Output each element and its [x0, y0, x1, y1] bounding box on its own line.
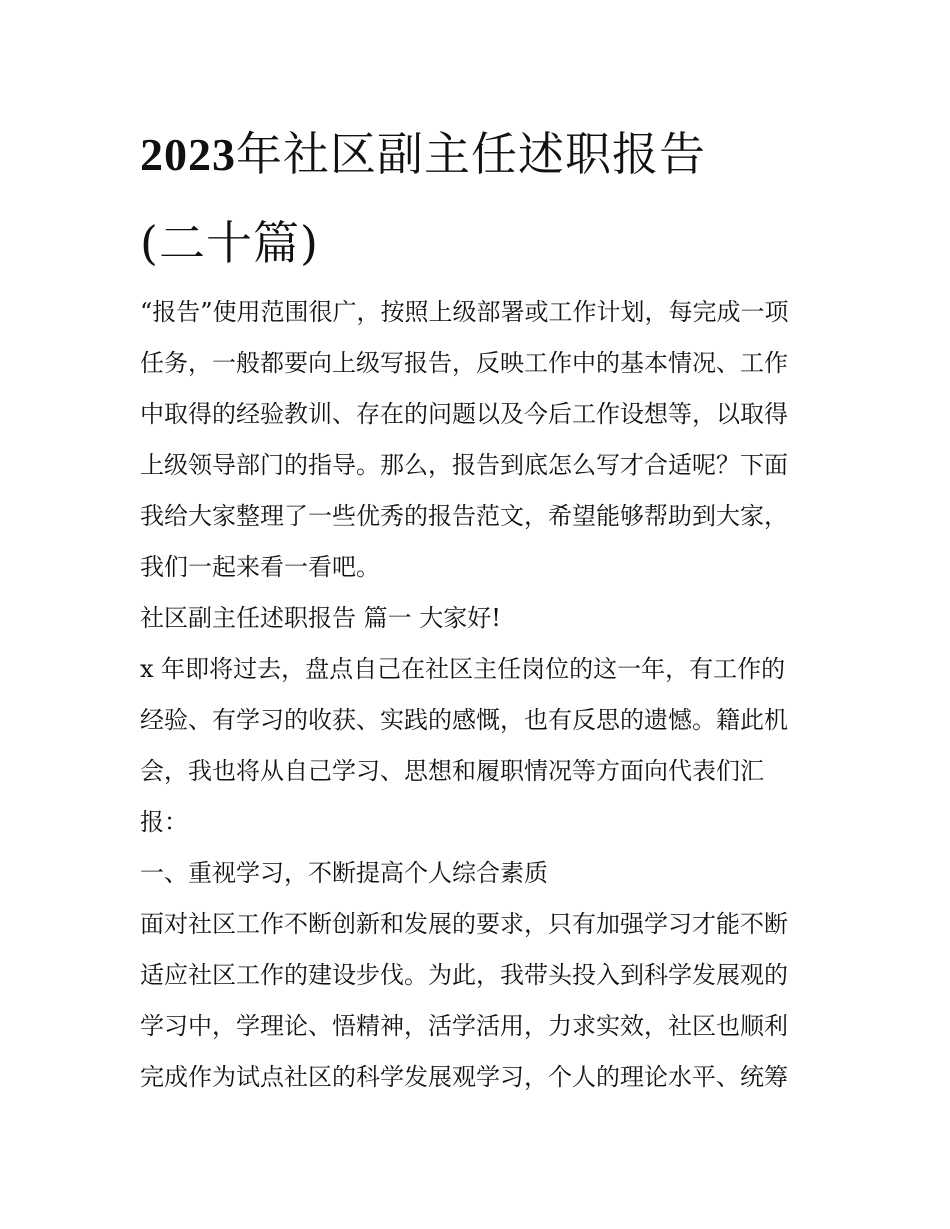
body-line: 任务，一般都要向上级写报告，反映工作中的基本情况、工作 — [140, 349, 788, 377]
document-title — [140, 110, 812, 287]
body-line: 适应社区工作的建设步伐。为此，我带头投入到科学发展观的 — [140, 961, 788, 989]
body-line: 完成作为试点社区的科学发展观学习，个人的理论水平、统筹 — [140, 1063, 788, 1091]
title-line2-text: (二十篇) — [140, 216, 319, 270]
body-line: 学习中，学理论、悟精神，活学活用，力求实效，社区也顺利 — [140, 1012, 788, 1040]
body-line: 报： — [140, 808, 188, 836]
body-line: 我给大家整理了一些优秀的报告范文，希望能够帮助到大家， — [140, 502, 788, 530]
body-line: 经验、有学习的收获、实践的感慨，也有反思的遗憾。籍此机 — [140, 706, 788, 734]
document-body — [140, 287, 812, 1103]
body-line: “报告”使用范围很广，按照上级部署或工作计划，每完成一项 — [140, 298, 789, 326]
body-line: 面对社区工作不断创新和发展的要求，只有加强学习才能不断 — [140, 910, 788, 938]
body-line: x 年即将过去，盘点自己在社区主任岗位的这一年，有工作的 — [140, 655, 786, 683]
subsection-heading: 一、重视学习，不断提高个人综合素质 — [140, 859, 548, 887]
title-year: 2023 — [140, 129, 236, 180]
body-line: 会，我也将从自己学习、思想和履职情况等方面向代表们汇 — [140, 757, 764, 785]
document-page — [140, 110, 812, 1103]
body-line: 中取得的经验教训、存在的问题以及今后工作设想等，以取得 — [140, 400, 788, 428]
body-line: 我们一起来看一看吧。 — [140, 553, 380, 581]
title-line1-text: 年社区副主任述职报告 — [236, 127, 706, 181]
body-line: 上级领导部门的指导。那么，报告到底怎么写才合适呢？下面 — [140, 451, 788, 479]
section-heading: 社区副主任述职报告 篇一 大家好! — [140, 604, 501, 632]
